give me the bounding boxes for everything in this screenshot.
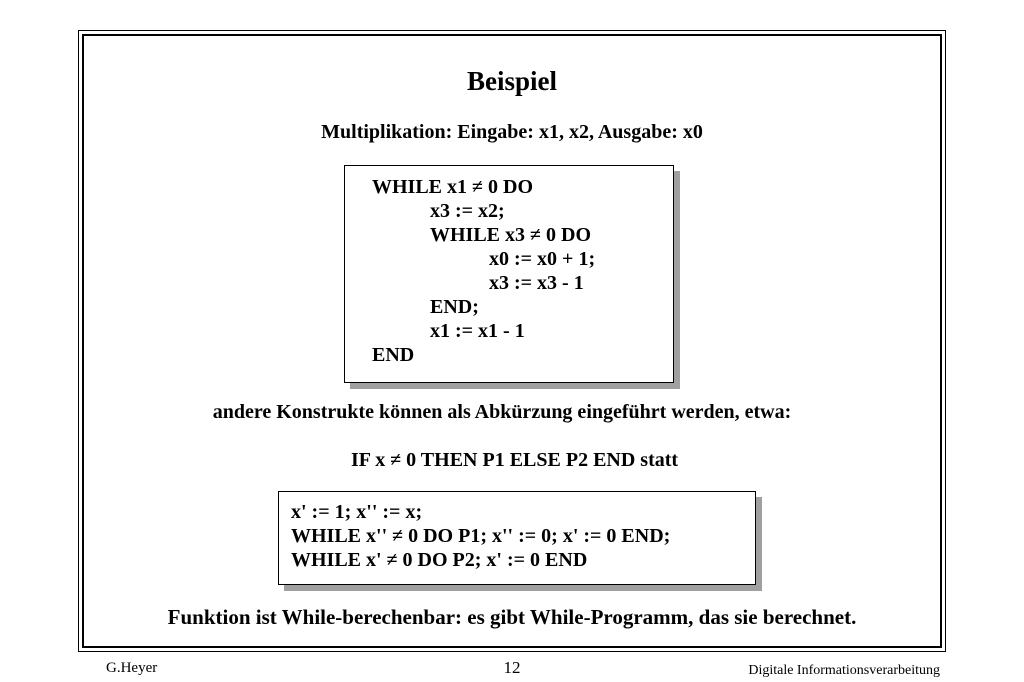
- program-box-multiplication: [344, 165, 674, 383]
- code-line: END: [372, 344, 415, 366]
- footer-course: Digitale Informationsverarbeitung: [748, 663, 940, 678]
- program-box-if-expansion: [278, 491, 756, 585]
- code-line: WHILE x1 ≠ 0 DO: [372, 176, 533, 198]
- if-statement: IF x ≠ 0 THEN P1 ELSE P2 END statt: [350, 449, 679, 471]
- code-line: x3 := x2;: [430, 200, 505, 222]
- code-line: x3 := x3 - 1: [489, 272, 584, 294]
- code-line: x1 := x1 - 1: [430, 320, 525, 342]
- code-line: x0 := x0 + 1;: [489, 248, 596, 270]
- code-line: WHILE x'' ≠ 0 DO P1; x'' := 0; x' := 0 END;: [291, 525, 671, 547]
- code-line: x' := 1; x'' := x;: [291, 501, 423, 523]
- conclusion: Funktion ist While-berechenbar: es gibt While-Programm, das sie berechnet.: [167, 605, 857, 629]
- abbreviation-note: andere Konstrukte können als Abkürzung eingeführt werden, etwa:: [212, 401, 792, 423]
- code-line: WHILE x' ≠ 0 DO P2; x' := 0 END: [291, 549, 588, 571]
- code-line: WHILE x3 ≠ 0 DO: [430, 224, 591, 246]
- code-line: END;: [430, 296, 479, 318]
- slide-subtitle: Multiplikation: Eingabe: x1, x2, Ausgabe: x0: [321, 121, 703, 143]
- footer-author: G.Heyer: [106, 660, 158, 676]
- page-number: 12: [503, 658, 521, 677]
- slide-title: Beispiel: [466, 66, 557, 96]
